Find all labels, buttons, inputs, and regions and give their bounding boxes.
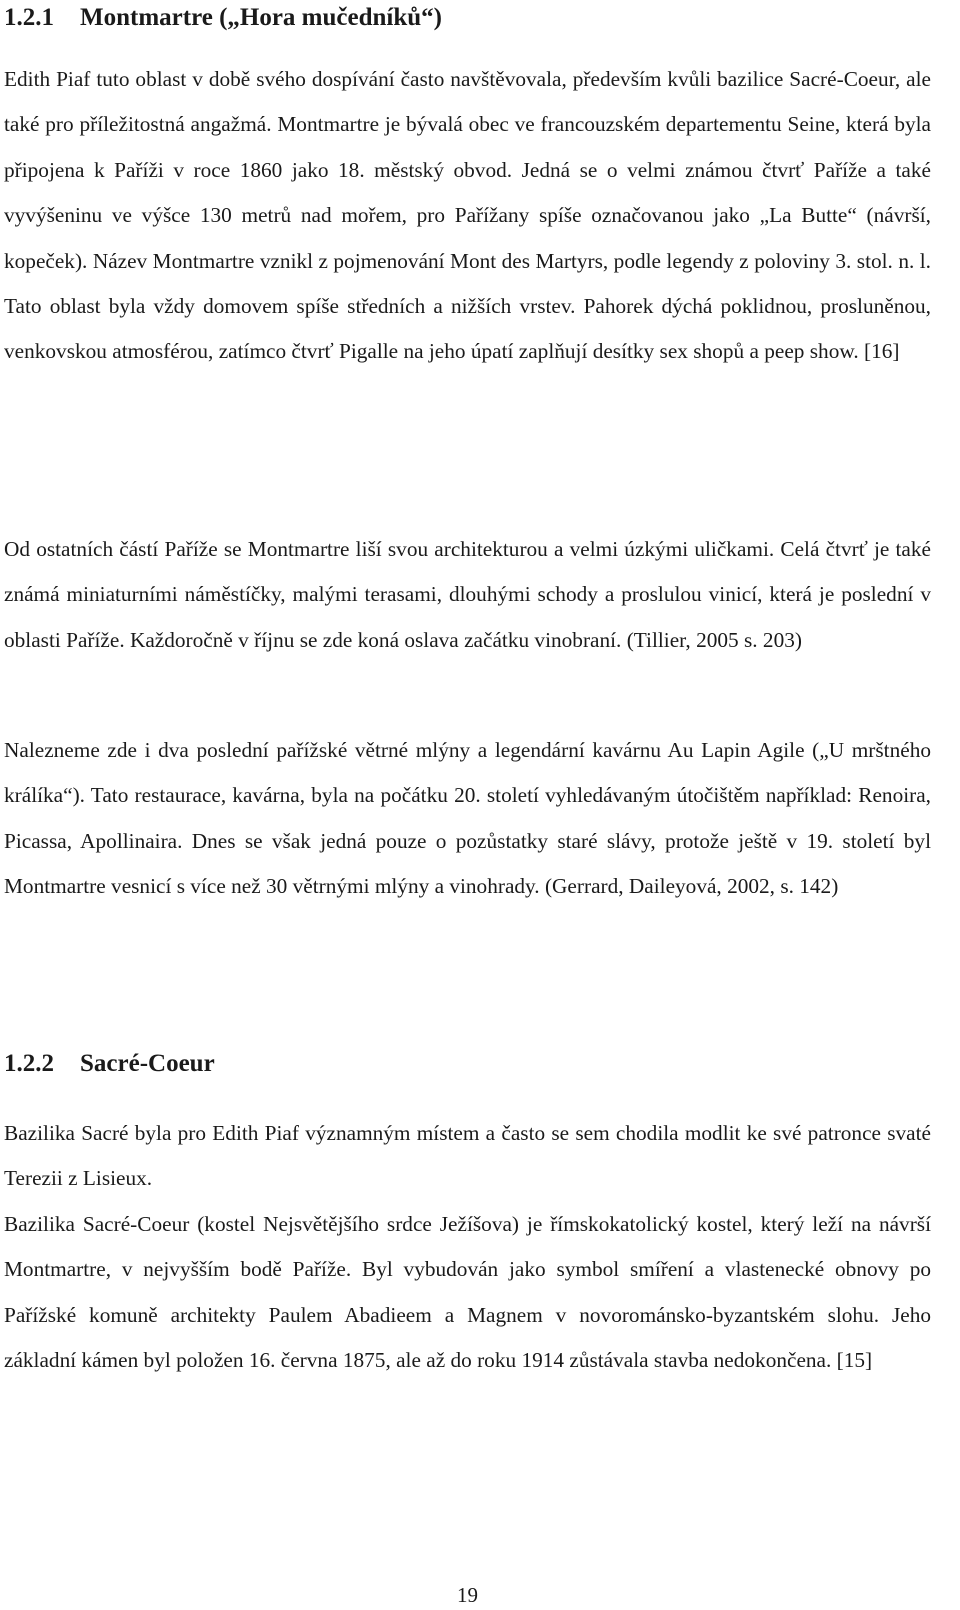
section-title: Sacré-Coeur bbox=[80, 1050, 215, 1077]
paragraph-sacre-coeur-piaf: Bazilika Sacré byla pro Edith Piaf významným místem a často se sem chodila modlit ke své patronce svaté Terezii z Lisieux. bbox=[4, 1121, 931, 1191]
section-heading-montmartre bbox=[4, 3, 442, 33]
section-number: 1.2.2 bbox=[4, 1050, 54, 1077]
paragraph-montmartre-windmills: Nalezneme zde i dva poslední pařížské větrné mlýny a legendární kavárnu Au Lapin Agile („U mrštného králíka“). Tato restaurace, kavárna, byla na počátku 20. století vyhledávaným útočištěm například: Renoira, Picassa, Apollinaira. Dnes se však jedná pouze o pozůstatky staré slávy, protože ještě v 19. století byl Montmartre vesnicí s více než 30 větrnými mlýny a vinohrady. (Gerrard, Daileyová, 2002, s. 142) bbox=[4, 738, 931, 899]
section-heading-sacre-coeur bbox=[4, 1049, 215, 1079]
section-title: Montmartre („Hora mučedníků“) bbox=[80, 4, 442, 31]
paragraph-sacre-coeur-history: Bazilika Sacré-Coeur (kostel Nejsvětějšího srdce Ježíšova) je římskokatolický kostel, který leží na návrší Montmartre, v nejvyšším bodě Paříže. Byl vybudován jako symbol smíření a vlastenecké obnovy po Pařížské komuně architekty Paulem Abadieem a Magnem v novorománsko-byzantském slohu. Jeho základní kámen byl položen 16. června 1875, ale až do roku 1914 zůstávala stavba nedokončena. [15] bbox=[4, 1212, 931, 1373]
section-number: 1.2.1 bbox=[4, 4, 54, 31]
paragraph-montmartre-architecture: Od ostatních částí Paříže se Montmartre liší svou architekturou a velmi úzkými uličkami. Celá čtvrť je také známá miniaturními náměstíčky, malými terasami, dlouhými schody a proslulou vinicí, která je poslední v oblasti Paříže. Každoročně v říjnu se zde koná oslava začátku vinobraní. (Tillier, 2005 s. 203) bbox=[4, 537, 931, 652]
paragraph-montmartre-intro: Edith Piaf tuto oblast v době svého dospívání často navštěvovala, především kvůli bazilice Sacré-Coeur, ale také pro příležitostná angažmá. Montmartre je bývalá obec ve francouzském departementu Seine, která byla připojena k Paříži v roce 1860 jako 18. městský obvod. Jedná se o velmi známou čtvrť Paříže a také vyvýšeninu ve výšce 130 metrů nad mořem, pro Pařížany spíše označovanou jako „La Butte“ (návrší, kopeček). Název Montmartre vznikl z pojmenování Mont des Martyrs, podle legendy z poloviny 3. stol. n. l. Tato oblast byla vždy domovem spíše středních a nižších vrstev. Pahorek dýchá poklidnou, prosluněnou, venkovskou atmosférou, zatímco čtvrť Pigalle na jeho úpatí zaplňují desítky sex shopů a peep show. [16] bbox=[4, 67, 931, 364]
page-number: 19 bbox=[457, 1583, 478, 1607]
